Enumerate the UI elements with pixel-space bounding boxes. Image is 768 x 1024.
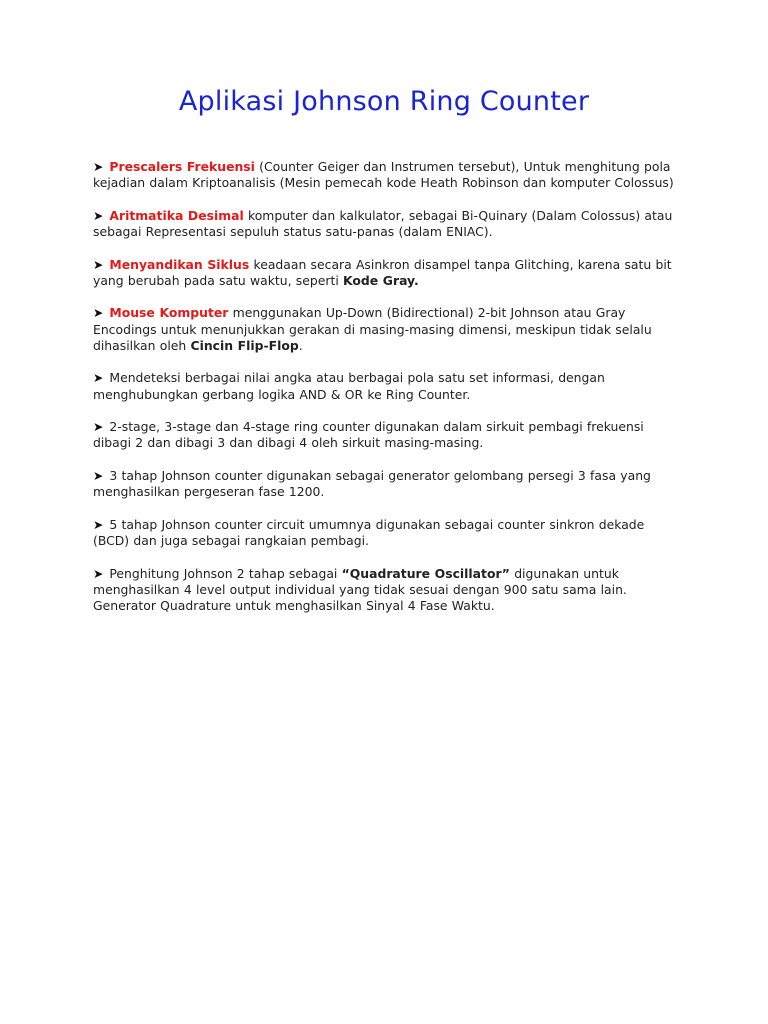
list-item (93, 419, 683, 451)
list-item (93, 517, 683, 549)
arrow-bullet-icon: ➤ (93, 565, 104, 581)
item-text: Mendeteksi berbagai nilai angka atau berbagai pola satu set informasi, dengan menghubungkan gerbang logika AND & OR ke Ring Counter. (93, 370, 605, 402)
bold-term: Kode Gray. (343, 272, 419, 288)
item-text: 5 tahap Johnson counter circuit umumnya digunakan sebagai counter sinkron dekade (BCD) dan juga sebagai rangkaian pembagi. (93, 516, 645, 548)
item-text: (Counter Geiger dan Instrumen tersebut), Untuk menghitung pola kejadian dalam Kriptoanalisis (Mesin pemecah kode Heath Robinson dan komputer Colossus) (93, 159, 674, 191)
arrow-bullet-icon: ➤ (93, 516, 104, 532)
list-item (93, 468, 683, 500)
list-item (93, 305, 683, 354)
list-item (93, 257, 683, 289)
arrow-bullet-icon: ➤ (93, 207, 104, 223)
list-item (93, 208, 683, 240)
item-text: komputer dan kalkulator, sebagai Bi-Quinary (Dalam Colossus) atau sebagai Representasi sepuluh status satu-panas (dalam ENIAC). (93, 207, 673, 239)
item-text: 3 tahap Johnson counter digunakan sebagai generator gelombang persegi 3 fasa yang menghasilkan pergeseran fase 1200. (93, 467, 651, 500)
item-text: menggunakan Up-Down (Bidirectional) 2-bit Johnson atau Gray Encodings untuk menunjukkan gerakan di masing-masing dimensi, meskipun tidak selalu dihasilkan oleh (93, 305, 652, 353)
highlight-term: Menyandikan Siklus (109, 256, 250, 272)
page-title: Aplikasi Johnson Ring Counter (178, 86, 590, 117)
arrow-bullet-icon: ➤ (93, 256, 104, 272)
highlight-term: Mouse Komputer (109, 305, 229, 321)
arrow-bullet-icon: ➤ (93, 305, 104, 321)
item-tail: digunakan untuk menghasilkan 4 level output individual yang tidak sesuai dengan 900 satu sama lain. Generator Quadrature untuk menghasilkan Sinyal 4 Fase Waktu. (93, 565, 627, 613)
bullet-list (93, 159, 683, 631)
list-item (93, 370, 683, 402)
bold-term: Cincin Flip-Flop (190, 337, 299, 353)
list-item (93, 159, 683, 191)
highlight-term: Prescalers Frekuensi (109, 159, 255, 174)
arrow-bullet-icon: ➤ (93, 419, 104, 435)
highlight-term: Aritmatika Desimal (109, 207, 244, 223)
item-text: keadaan secara Asinkron disampel tanpa Glitching, karena satu bit yang berubah pada satu waktu, seperti (93, 256, 672, 288)
list-item (93, 566, 683, 615)
arrow-bullet-icon: ➤ (93, 370, 104, 386)
item-tail: . (298, 337, 303, 353)
bold-term: “Quadrature Oscillator” (341, 565, 510, 581)
arrow-bullet-icon: ➤ (93, 467, 104, 483)
item-text: Penghitung Johnson 2 tahap sebagai (109, 565, 342, 581)
arrow-bullet-icon: ➤ (93, 159, 104, 174)
item-text: 2-stage, 3-stage dan 4-stage ring counter digunakan dalam sirkuit pembagi frekuensi dibagi 2 dan dibagi 3 dan dibagi 4 oleh sirkuit masing-masing. (93, 419, 644, 451)
